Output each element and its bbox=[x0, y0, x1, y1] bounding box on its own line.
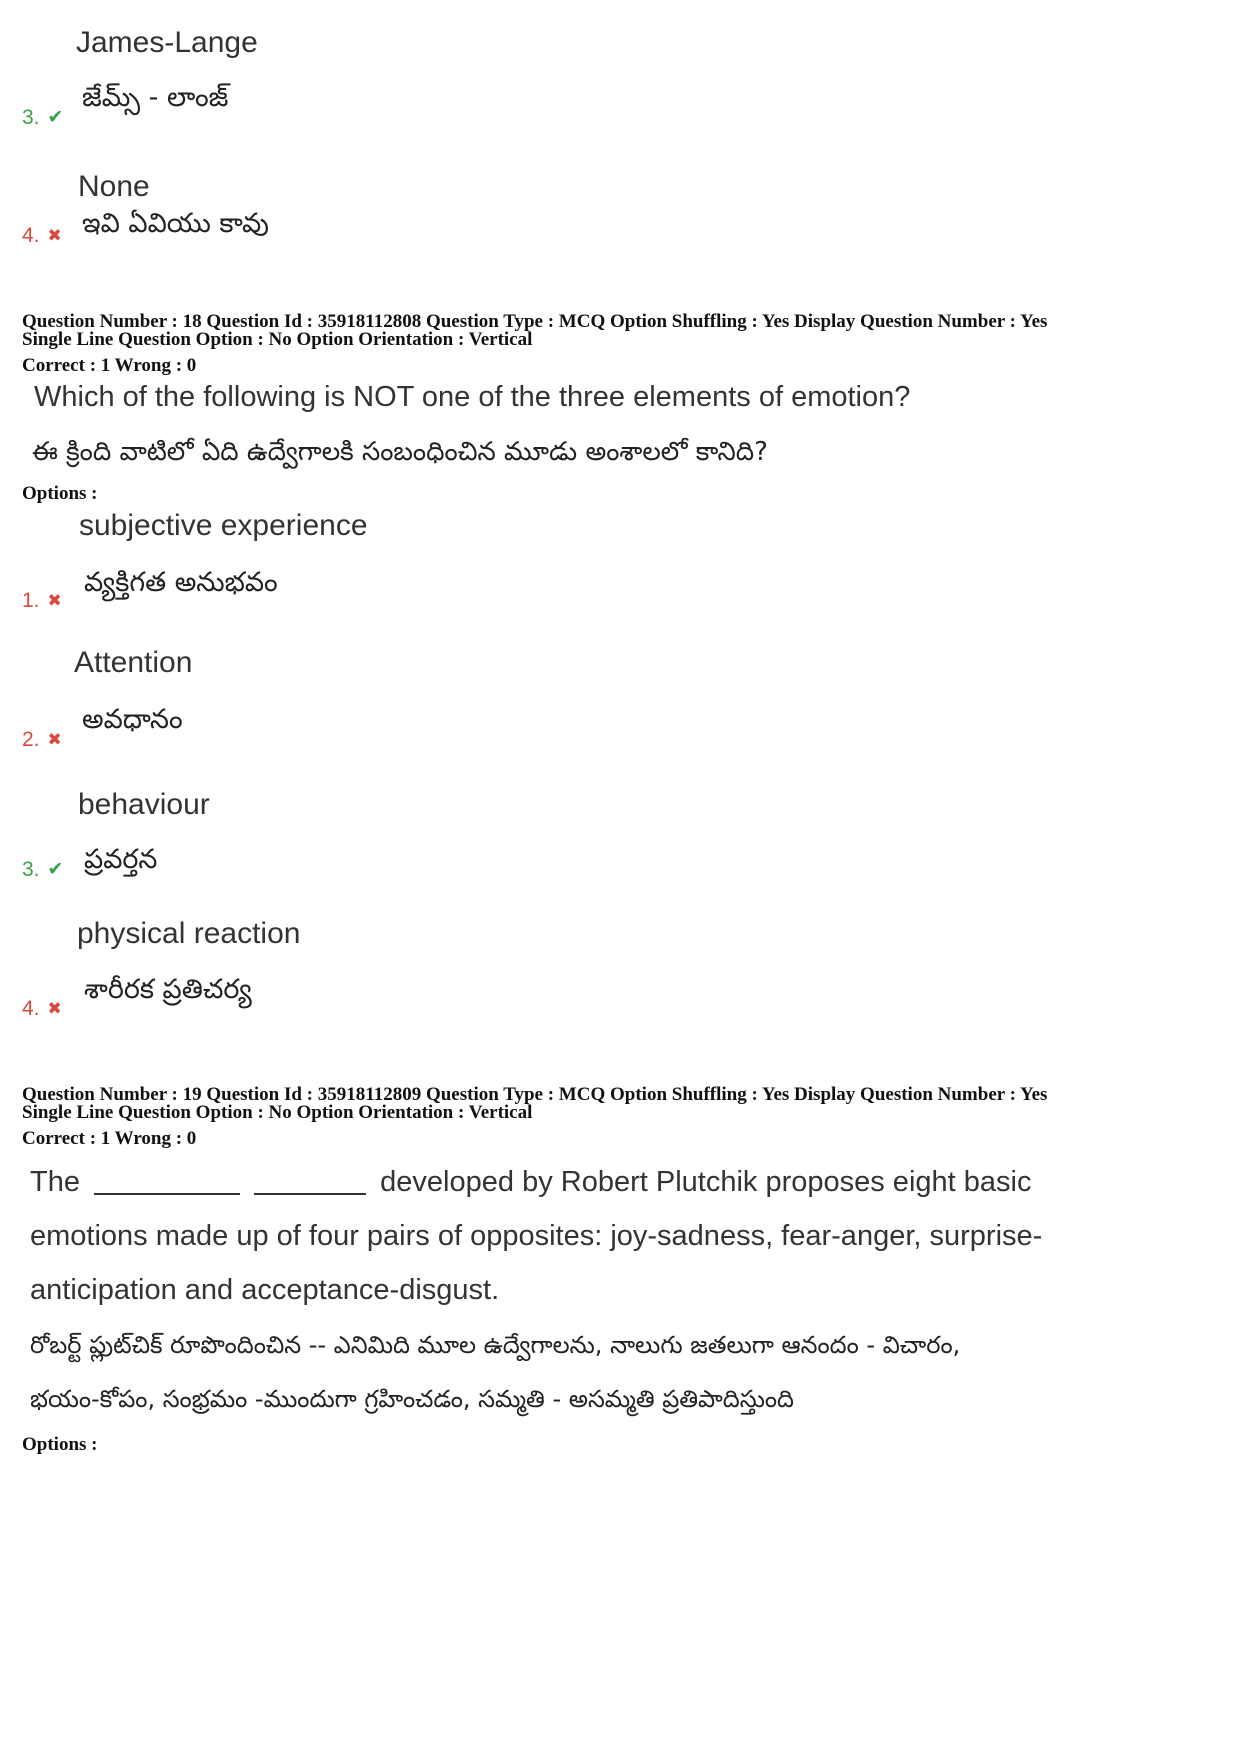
question-text-telugu-line-1: రోబర్ట్ ప్లుట్‌చిక్ రూపొందించిన -- ఎనిమిది మూల ఉద్వేగాలను, నాలుగు జతలుగా ఆనందం - విచారం, bbox=[30, 1331, 961, 1359]
option-telugu-text: ఇవి ఏవియు కావు bbox=[82, 208, 269, 239]
question-text-english-line-3: anticipation and acceptance-disgust. bbox=[30, 1274, 500, 1306]
option-number bbox=[22, 997, 62, 1021]
option-number bbox=[22, 224, 62, 248]
question-text-part: The bbox=[30, 1166, 80, 1198]
question-text-english-line-2: emotions made up of four pairs of opposites: joy-sadness, fear-anger, surprise- bbox=[30, 1220, 1043, 1252]
question-text-telugu-line-2: భయం-కోపం, సంభ్రమం -ముందుగా గ్రహించడం, సమ్మతి - అసమ్మతి ప్రతిపాదిస్తుంది bbox=[30, 1385, 794, 1413]
question-meta-line-1: Question Number : 19 Question Id : 35918112809 Question Type : MCQ Option Shuffling : Yes Display Question Number : Yes bbox=[22, 1084, 1048, 1105]
question-text-english-line-1 bbox=[30, 1166, 1031, 1199]
option-english-text: None bbox=[78, 170, 150, 203]
check-mark-icon: ✔ bbox=[47, 859, 64, 880]
question-marks: Correct : 1 Wrong : 0 bbox=[22, 355, 197, 376]
option-number bbox=[22, 728, 62, 752]
option-telugu-text: ప్రవర్తన bbox=[84, 844, 158, 875]
option-number bbox=[22, 589, 62, 613]
option-telugu-text: శారీరక ప్రతిచర్య bbox=[84, 974, 252, 1005]
option-number-label: 2. bbox=[22, 728, 40, 751]
option-telugu-text: అవధానం bbox=[82, 704, 183, 735]
option-number bbox=[22, 106, 63, 130]
option-english-text: James-Lange bbox=[76, 26, 258, 59]
options-label: Options : bbox=[22, 483, 98, 504]
check-mark-icon: ✔ bbox=[47, 107, 64, 128]
options-label: Options : bbox=[22, 1434, 98, 1455]
question-text-telugu: ఈ క్రింది వాటిలో ఏది ఉద్వేగాలకి సంబంధించిన మూడు అంశాలలో కానిది? bbox=[32, 437, 768, 467]
question-text-english: Which of the following is NOT one of the three elements of emotion? bbox=[34, 381, 911, 413]
option-telugu-text: వ్యక్తిగత అనుభవం bbox=[84, 567, 278, 598]
question-meta-line-2: Single Line Question Option : No Option Orientation : Vertical bbox=[22, 329, 533, 350]
option-telugu-text: జేమ్స్ - లాంజ్ bbox=[82, 82, 229, 113]
option-english-text: physical reaction bbox=[77, 917, 301, 950]
cross-mark-icon: ✖ bbox=[47, 591, 62, 610]
cross-mark-icon: ✖ bbox=[47, 226, 62, 245]
answer-blank bbox=[254, 1169, 366, 1195]
option-english-text: subjective experience bbox=[79, 509, 368, 542]
answer-blank bbox=[94, 1169, 240, 1195]
question-meta-line-1: Question Number : 18 Question Id : 35918112808 Question Type : MCQ Option Shuffling : Yes Display Question Number : Yes bbox=[22, 311, 1048, 332]
option-number-label: 4. bbox=[22, 997, 40, 1020]
option-english-text: Attention bbox=[74, 646, 193, 679]
option-number-label: 3. bbox=[22, 106, 40, 129]
option-number-label: 3. bbox=[22, 858, 40, 881]
cross-mark-icon: ✖ bbox=[47, 999, 62, 1018]
question-marks: Correct : 1 Wrong : 0 bbox=[22, 1128, 197, 1149]
option-number bbox=[22, 858, 63, 882]
option-number-label: 1. bbox=[22, 589, 40, 612]
option-english-text: behaviour bbox=[78, 788, 210, 821]
question-meta-line-2: Single Line Question Option : No Option Orientation : Vertical bbox=[22, 1102, 533, 1123]
cross-mark-icon: ✖ bbox=[47, 730, 62, 749]
question-text-part: developed by Robert Plutchik proposes eight basic bbox=[380, 1166, 1032, 1198]
option-number-label: 4. bbox=[22, 224, 40, 247]
